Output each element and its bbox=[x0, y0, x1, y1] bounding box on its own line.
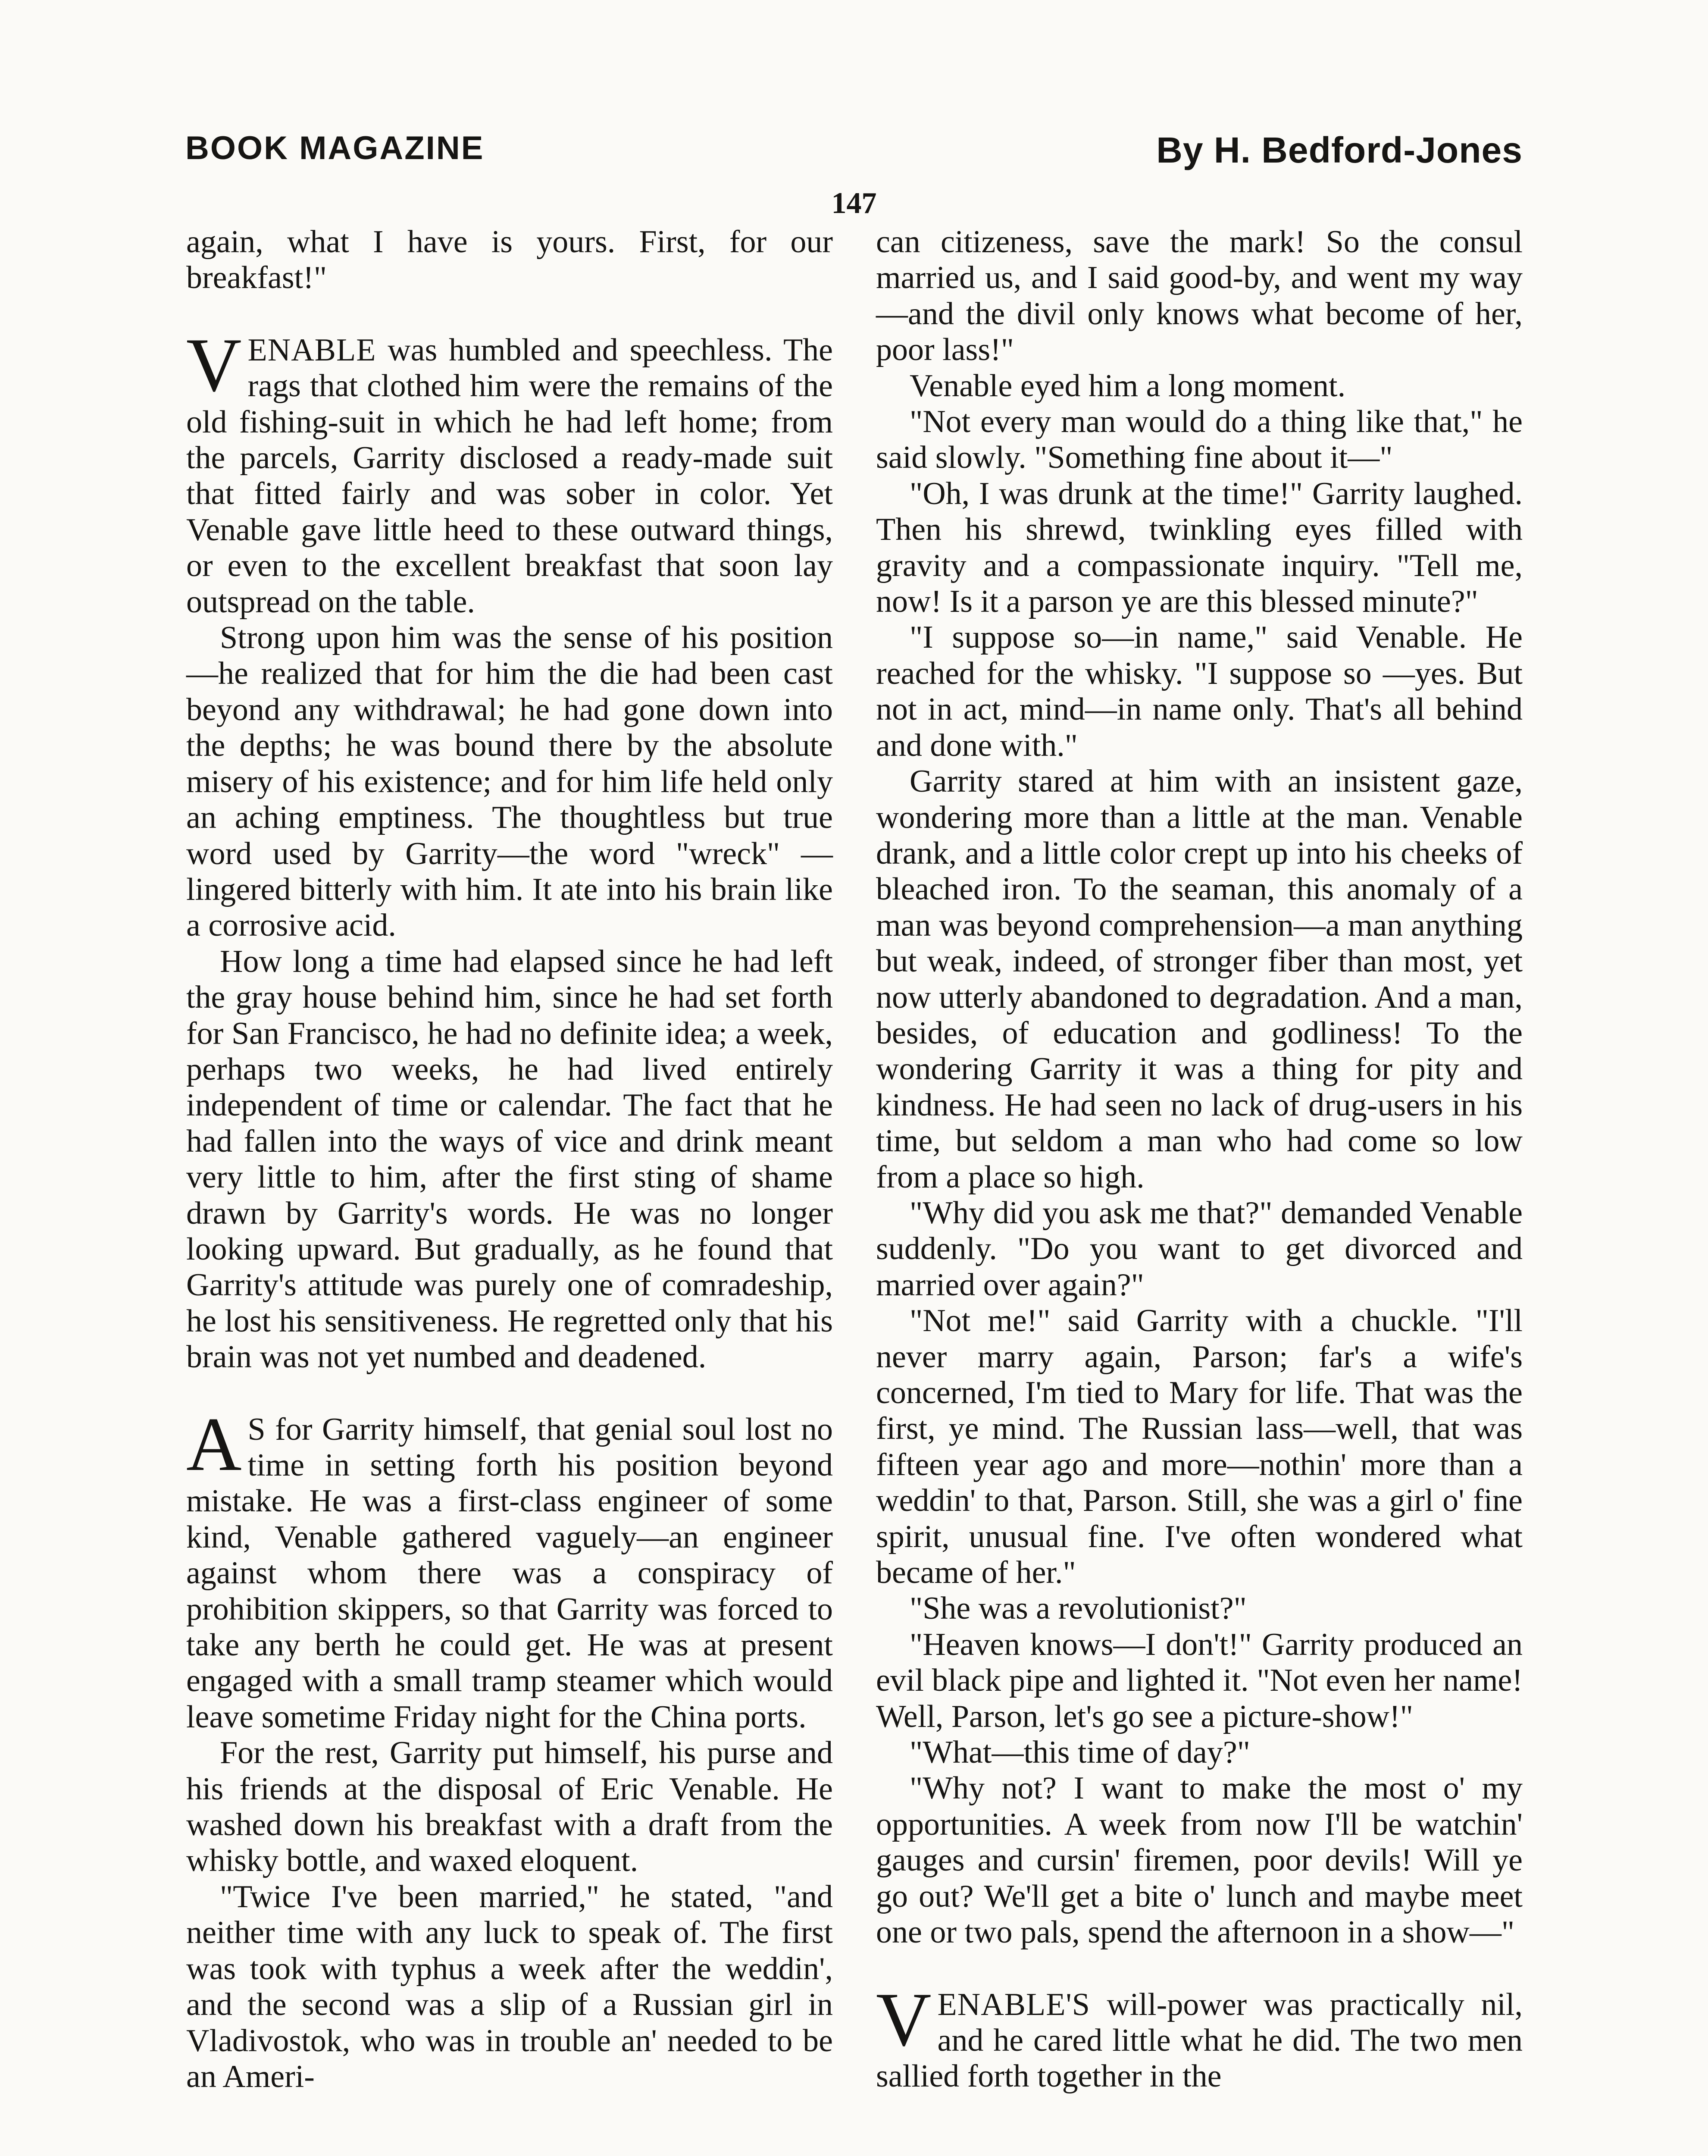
lead-caps: ENABLE bbox=[247, 332, 376, 368]
paragraph: "Why did you ask me that?" demanded Venable suddenly. "Do you want to get divorced and married over again?" bbox=[876, 1195, 1523, 1303]
author-byline: By H. Bedford-Jones bbox=[1156, 130, 1523, 170]
paragraph: Garrity stared at him with an insistent gaze, wondering more than a little at the man. Venable drank, and a little color crept up into his cheeks of bleached iron. To the seaman, this anomaly of a man was beyond comprehension—a man anything but weak, indeed, of stronger fiber than most, yet now utterly abandoned to degradation. And a man, besides, of education and godliness! To the wondering Garrity it was a thing for pity and kindness. He had seen no lack of drug-users in his time, but seldom a man who had come so low from a place so high. bbox=[876, 764, 1523, 1195]
left-column bbox=[186, 224, 833, 2095]
drop-cap: V bbox=[876, 1976, 932, 2062]
lead-caps: ENABLE'S bbox=[937, 1987, 1090, 2022]
page-number: 147 bbox=[831, 187, 877, 220]
paragraph: "She was a revolutionist?" bbox=[910, 1591, 1247, 1626]
paragraph: "Twice I've been married," he stated, "and neither time with any luck to speak of. The first was took with typhus a week after the weddin', and the second was a slip of a Russian girl in Vladivostok, who was in trouble an' needed to be an Ameri- bbox=[186, 1879, 833, 2094]
paragraph: "Why not? I want to make the most o' my opportunities. A week from now I'll be watchin' gauges and cursin' firemen, poor devils! Will ye go out? We'll get a bite o' lunch and maybe meet one or two pals, spend the afternoon in a show—" bbox=[876, 1771, 1523, 1950]
paragraph: "Not every man would do a thing like that," he said slowly. "Something fine about it—" bbox=[876, 404, 1523, 476]
section-lead-paragraph bbox=[186, 1401, 833, 1736]
paragraph: Venable eyed him a long moment. bbox=[910, 368, 1346, 404]
drop-cap: A bbox=[186, 1401, 242, 1487]
publication-name: BOOK MAGAZINE bbox=[185, 130, 485, 166]
paragraph: can citizeness, save the mark! So the consul married us, and I said good-by, and went my way—and the divil only knows what become of her, poor lass!" bbox=[876, 224, 1523, 368]
running-head bbox=[185, 129, 1523, 181]
paragraph: "Heaven knows—I don't!" Garrity produced an evil black pipe and lighted it. "Not even her name! Well, Parson, let's go see a picture-show!" bbox=[876, 1626, 1523, 1734]
paragraph: For the rest, Garrity put himself, his purse and his friends at the disposal of Eric Venable. He washed down his breakfast with a draft from the whisky bottle, and waxed eloquent. bbox=[186, 1735, 833, 1879]
right-column bbox=[876, 224, 1523, 2095]
drop-cap: V bbox=[186, 322, 242, 407]
paragraph-text: was humbled and speechless. The rags that clothed him were the remains of the old fishing-suit in which he had left home; from the parcels, Garrity disclosed a ready-made suit that fitted fairly and was sober in color. Yet Venable gave little heed to these outward things, or even to the excellent breakfast that soon lay outspread on the table. bbox=[186, 332, 833, 620]
section-lead-paragraph bbox=[876, 1976, 1523, 2095]
section-lead-paragraph bbox=[186, 322, 833, 620]
paragraph-text: S for Garrity himself, that genial soul lost no time in setting forth his position beyond mistake. He was a first-class engineer of some kind, Venable gathered vaguely—an engineer against whom there was a conspiracy of prohibition skippers, so that Garrity was forced to take any berth he could get. He was at present engaged with a small tramp steamer which would leave sometime Friday night for the China ports. bbox=[186, 1411, 833, 1735]
paragraph: "What—this time of day?" bbox=[910, 1735, 1250, 1771]
paragraph-text: will-power was practically nil, and he cared little what he did. The two men sallied forth together in the bbox=[876, 1987, 1523, 2094]
paragraph: "Not me!" said Garrity with a chuckle. "I'll never marry again, Parson; far's a wife's concerned, I'm tied to Mary for life. That was the first, ye mind. The Russian lass—well, that was fifteen year ago and more—nothin' more than a weddin' to that, Parson. Still, she was a girl o' fine spirit, unusual fine. I've often wondered what became of her." bbox=[876, 1303, 1523, 1591]
paragraph: "I suppose so—in name," said Venable. He reached for the whisky. "I suppose so —yes. But not in act, mind—in name only. That's all behind and done with." bbox=[876, 620, 1523, 763]
paragraph: Strong upon him was the sense of his position—he realized that for him the die had been cast beyond any withdrawal; he had gone down into the depths; he was bound there by the absolute misery of his existence; and for him life held only an aching emptiness. The thoughtless but true word used by Garrity—the word "wreck" —lingered bitterly with him. It ate into his brain like a corrosive acid. bbox=[186, 620, 833, 943]
paragraph: How long a time had elapsed since he had left the gray house behind him, since he had set forth for San Francisco, he had no definite idea; a week, perhaps two weeks, he had lived entirely independent of time or calendar. The fact that he had fallen into the ways of vice and drink meant very little to him, after the first sting of shame drawn by Garrity's words. He was no longer looking upward. But gradually, as he found that Garrity's attitude was purely one of comradeship, he lost his sensitiveness. He regretted only that his brain was not yet numbed and deadened. bbox=[186, 943, 833, 1375]
paragraph: "Oh, I was drunk at the time!" Garrity laughed. Then his shrewd, twinkling eyes filled with gravity and a compassionate inquiry. "Tell me, now! Is it a parson ye are this blessed minute?" bbox=[876, 476, 1523, 620]
paragraph: again, what I have is yours. First, for our breakfast!" bbox=[186, 224, 833, 296]
